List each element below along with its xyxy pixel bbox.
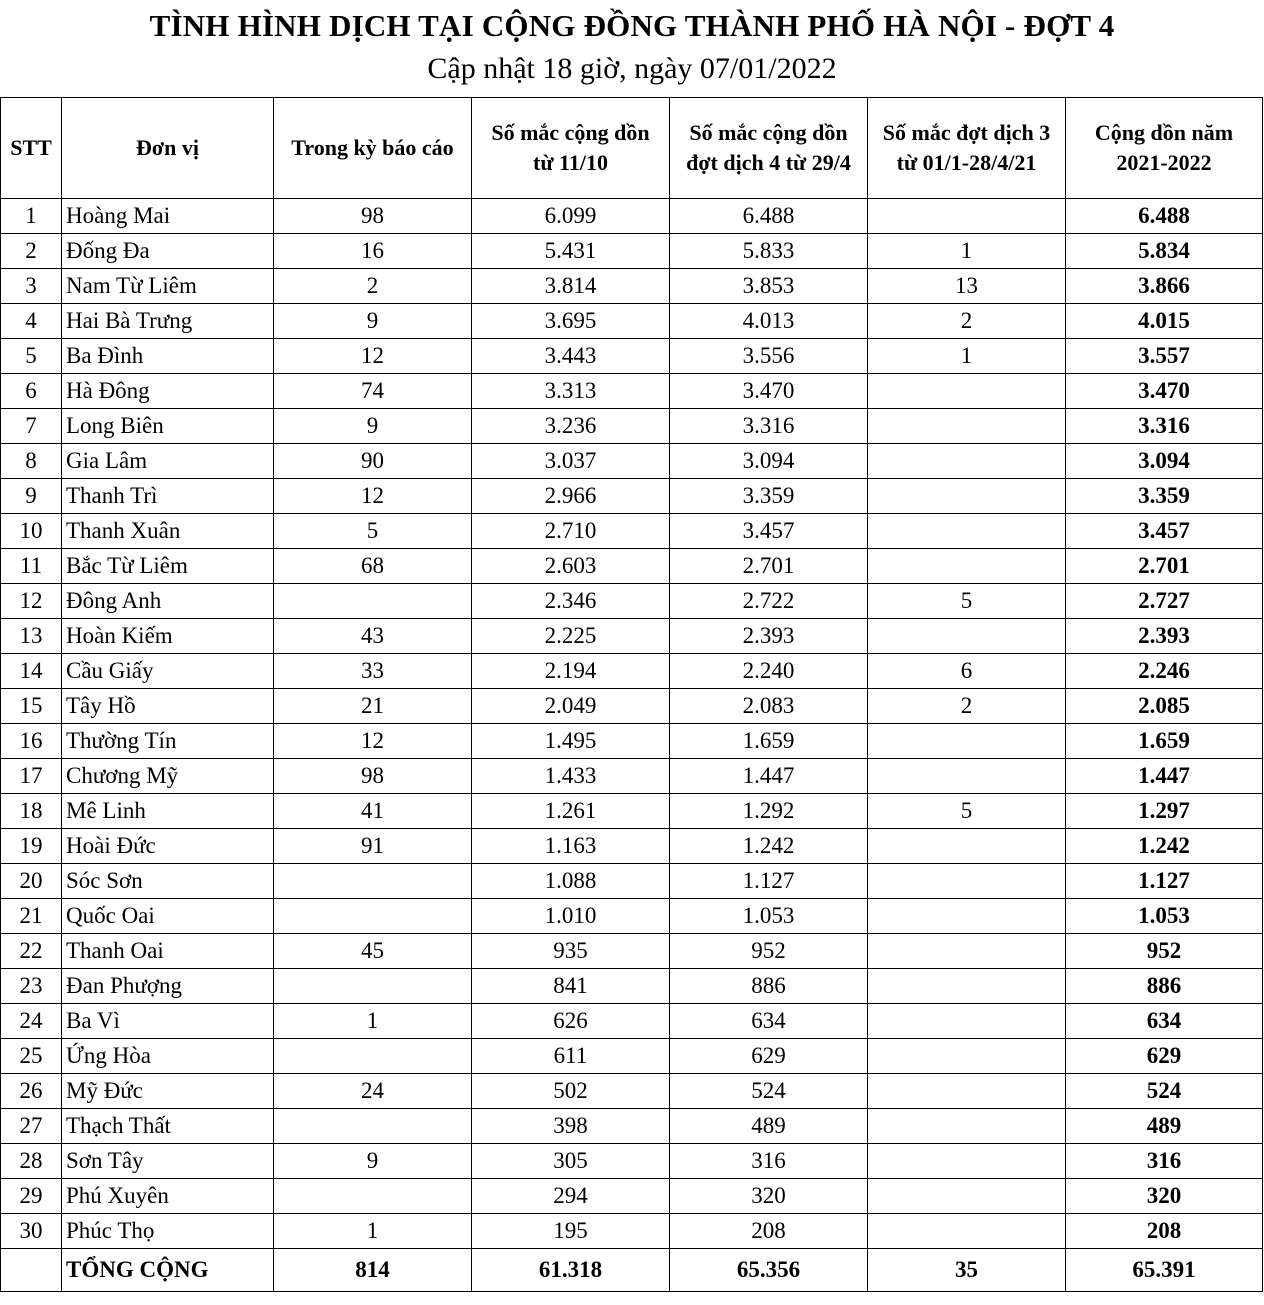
- cell-unit: Đan Phượng: [62, 969, 274, 1004]
- cell-since: 1.433: [472, 759, 670, 794]
- table-row: [1, 479, 1263, 514]
- cell-wave3: 5: [868, 794, 1066, 829]
- table-row: [1, 759, 1263, 794]
- cell-wave4: 952: [670, 934, 868, 969]
- cell-total: 2.701: [1066, 549, 1263, 584]
- cell-unit: Cầu Giấy: [62, 654, 274, 689]
- cell-wave3: [868, 864, 1066, 899]
- cell-total: 208: [1066, 1214, 1263, 1249]
- cell-wave4: 1.292: [670, 794, 868, 829]
- cell-since: 626: [472, 1004, 670, 1039]
- cell-period: [274, 864, 472, 899]
- cell-unit: Long Biên: [62, 409, 274, 444]
- cell-period: 12: [274, 724, 472, 759]
- cell-wave3: [868, 199, 1066, 234]
- cell-total: 2.727: [1066, 584, 1263, 619]
- cell-wave3: [868, 1004, 1066, 1039]
- cell-stt: 5: [1, 339, 62, 374]
- cell-since: 398: [472, 1109, 670, 1144]
- cell-since: 611: [472, 1039, 670, 1074]
- cell-since: 2.346: [472, 584, 670, 619]
- cell-since: 3.814: [472, 269, 670, 304]
- cell-stt: 15: [1, 689, 62, 724]
- cell-since: 2.225: [472, 619, 670, 654]
- cell-unit: Đông Anh: [62, 584, 274, 619]
- cell-since: 3.443: [472, 339, 670, 374]
- cell-period: 12: [274, 339, 472, 374]
- cell-stt: 11: [1, 549, 62, 584]
- cell-stt: 30: [1, 1214, 62, 1249]
- cell-wave4: 316: [670, 1144, 868, 1179]
- cell-wave3: [868, 934, 1066, 969]
- cell-wave3: [868, 514, 1066, 549]
- cell-period: 41: [274, 794, 472, 829]
- cell-stt: 17: [1, 759, 62, 794]
- cell-since: 1.495: [472, 724, 670, 759]
- cell-since: 1.010: [472, 899, 670, 934]
- cell-stt: 22: [1, 934, 62, 969]
- table-row: [1, 1074, 1263, 1109]
- cell-unit: Nam Từ Liêm: [62, 269, 274, 304]
- cell-wave4: 5.833: [670, 234, 868, 269]
- cell-period: 43: [274, 619, 472, 654]
- cell-unit: Ba Vì: [62, 1004, 274, 1039]
- cell-wave4: 3.853: [670, 269, 868, 304]
- cell-total: 886: [1066, 969, 1263, 1004]
- table-row: [1, 899, 1263, 934]
- cell-wave4: 320: [670, 1179, 868, 1214]
- cell-wave3: [868, 479, 1066, 514]
- cell-period: [274, 899, 472, 934]
- cell-unit: Mỹ Đức: [62, 1074, 274, 1109]
- cell-wave3: 1: [868, 234, 1066, 269]
- table-row: [1, 934, 1263, 969]
- cell-total: 1.659: [1066, 724, 1263, 759]
- cell-period: 9: [274, 1144, 472, 1179]
- cell-wave3: [868, 549, 1066, 584]
- table-row: [1, 234, 1263, 269]
- cell-period: 98: [274, 759, 472, 794]
- cell-wave3: 6: [868, 654, 1066, 689]
- table-row: [1, 724, 1263, 759]
- cell-since: 3.695: [472, 304, 670, 339]
- table-row: [1, 584, 1263, 619]
- cell-stt: 20: [1, 864, 62, 899]
- cell-period: 9: [274, 409, 472, 444]
- total-wave4: 65.356: [670, 1249, 868, 1292]
- cell-total: 3.359: [1066, 479, 1263, 514]
- table-row: [1, 199, 1263, 234]
- cell-period: 2: [274, 269, 472, 304]
- cell-total: 5.834: [1066, 234, 1263, 269]
- cell-total: 4.015: [1066, 304, 1263, 339]
- cell-stt: 28: [1, 1144, 62, 1179]
- cell-wave3: [868, 619, 1066, 654]
- cell-stt: 19: [1, 829, 62, 864]
- cell-stt: 27: [1, 1109, 62, 1144]
- cell-period: [274, 584, 472, 619]
- table-row: [1, 374, 1263, 409]
- cell-since: 2.710: [472, 514, 670, 549]
- cell-unit: Thường Tín: [62, 724, 274, 759]
- cell-wave3: [868, 1039, 1066, 1074]
- cell-unit: Hoàng Mai: [62, 199, 274, 234]
- cell-period: 24: [274, 1074, 472, 1109]
- cell-total: 3.866: [1066, 269, 1263, 304]
- cell-total: 1.127: [1066, 864, 1263, 899]
- cell-wave4: 2.393: [670, 619, 868, 654]
- cell-wave3: 13: [868, 269, 1066, 304]
- cell-unit: Hà Đông: [62, 374, 274, 409]
- cell-total: 2.246: [1066, 654, 1263, 689]
- cell-unit: Quốc Oai: [62, 899, 274, 934]
- cell-unit: Thanh Oai: [62, 934, 274, 969]
- table-row: [1, 1179, 1263, 1214]
- cell-unit: Phúc Thọ: [62, 1214, 274, 1249]
- cell-wave3: [868, 1074, 1066, 1109]
- cell-total: 1.053: [1066, 899, 1263, 934]
- cell-stt: 24: [1, 1004, 62, 1039]
- cell-unit: Thanh Trì: [62, 479, 274, 514]
- cell-period: [274, 1179, 472, 1214]
- total-stt-cell: [1, 1249, 62, 1292]
- cell-unit: Chương Mỹ: [62, 759, 274, 794]
- cell-wave4: 1.053: [670, 899, 868, 934]
- cell-wave3: 1: [868, 339, 1066, 374]
- cell-unit: Tây Hồ: [62, 689, 274, 724]
- cell-wave3: 2: [868, 689, 1066, 724]
- table-row: [1, 339, 1263, 374]
- cell-wave4: 2.722: [670, 584, 868, 619]
- cell-unit: Sóc Sơn: [62, 864, 274, 899]
- cell-wave4: 208: [670, 1214, 868, 1249]
- table-row: [1, 1109, 1263, 1144]
- cell-total: 3.094: [1066, 444, 1263, 479]
- cell-period: 74: [274, 374, 472, 409]
- cell-wave3: [868, 899, 1066, 934]
- cell-wave3: 2: [868, 304, 1066, 339]
- header-wave4: Số mắc cộng dồn đợt dịch 4 từ 29/4: [670, 98, 868, 199]
- cell-total: 1.447: [1066, 759, 1263, 794]
- cell-stt: 6: [1, 374, 62, 409]
- cell-period: 16: [274, 234, 472, 269]
- cell-wave3: [868, 724, 1066, 759]
- cell-unit: Ứng Hòa: [62, 1039, 274, 1074]
- cell-stt: 10: [1, 514, 62, 549]
- cell-wave3: [868, 444, 1066, 479]
- cell-unit: Hoàn Kiếm: [62, 619, 274, 654]
- cell-stt: 26: [1, 1074, 62, 1109]
- cell-since: 3.236: [472, 409, 670, 444]
- cell-since: 502: [472, 1074, 670, 1109]
- cell-wave3: [868, 1179, 1066, 1214]
- cell-period: 33: [274, 654, 472, 689]
- cell-unit: Ba Đình: [62, 339, 274, 374]
- cell-period: 21: [274, 689, 472, 724]
- cell-total: 524: [1066, 1074, 1263, 1109]
- table-row: [1, 689, 1263, 724]
- table-row: [1, 304, 1263, 339]
- table-row: [1, 549, 1263, 584]
- cell-period: 1: [274, 1004, 472, 1039]
- cell-unit: Phú Xuyên: [62, 1179, 274, 1214]
- cell-wave3: 5: [868, 584, 1066, 619]
- cell-wave4: 2.083: [670, 689, 868, 724]
- table-row: [1, 654, 1263, 689]
- cell-since: 2.966: [472, 479, 670, 514]
- cell-since: 2.603: [472, 549, 670, 584]
- cell-wave4: 2.240: [670, 654, 868, 689]
- table-row: [1, 409, 1263, 444]
- cell-unit: Bắc Từ Liêm: [62, 549, 274, 584]
- cell-total: 634: [1066, 1004, 1263, 1039]
- cell-total: 952: [1066, 934, 1263, 969]
- cell-since: 3.313: [472, 374, 670, 409]
- cell-unit: Thạch Thất: [62, 1109, 274, 1144]
- cell-wave3: [868, 1214, 1066, 1249]
- cell-period: 45: [274, 934, 472, 969]
- header-stt: STT: [1, 98, 62, 199]
- cell-stt: 18: [1, 794, 62, 829]
- cell-unit: Sơn Tây: [62, 1144, 274, 1179]
- cell-period: 1: [274, 1214, 472, 1249]
- cell-stt: 8: [1, 444, 62, 479]
- table-row: [1, 969, 1263, 1004]
- cell-total: 3.470: [1066, 374, 1263, 409]
- cell-wave3: [868, 409, 1066, 444]
- table-row: [1, 1214, 1263, 1249]
- cell-total: 3.557: [1066, 339, 1263, 374]
- cell-wave4: 489: [670, 1109, 868, 1144]
- table-row: [1, 1004, 1263, 1039]
- cell-wave3: [868, 1144, 1066, 1179]
- total-wave3: 35: [868, 1249, 1066, 1292]
- cell-since: 841: [472, 969, 670, 1004]
- cell-stt: 3: [1, 269, 62, 304]
- cell-stt: 2: [1, 234, 62, 269]
- cell-unit: Gia Lâm: [62, 444, 274, 479]
- total-period: 814: [274, 1249, 472, 1292]
- cell-unit: Hoài Đức: [62, 829, 274, 864]
- cell-wave4: 629: [670, 1039, 868, 1074]
- cell-since: 1.261: [472, 794, 670, 829]
- cell-wave3: [868, 969, 1066, 1004]
- cell-unit: Thanh Xuân: [62, 514, 274, 549]
- cell-stt: 29: [1, 1179, 62, 1214]
- total-total: 65.391: [1066, 1249, 1263, 1292]
- cell-stt: 23: [1, 969, 62, 1004]
- cell-since: 1.088: [472, 864, 670, 899]
- header-period: Trong kỳ báo cáo: [274, 98, 472, 199]
- cell-wave3: [868, 374, 1066, 409]
- cell-period: [274, 1109, 472, 1144]
- covid-cases-table: [0, 97, 1263, 1292]
- cell-wave4: 6.488: [670, 199, 868, 234]
- header-total: Cộng dồn năm 2021-2022: [1066, 98, 1263, 199]
- page-subtitle: Cập nhật 18 giờ, ngày 07/01/2022: [427, 52, 837, 85]
- cell-total: 320: [1066, 1179, 1263, 1214]
- cell-since: 2.049: [472, 689, 670, 724]
- cell-wave3: [868, 759, 1066, 794]
- total-row: [1, 1249, 1263, 1292]
- cell-unit: Mê Linh: [62, 794, 274, 829]
- page-title: TÌNH HÌNH DỊCH TẠI CỘNG ĐỒNG THÀNH PHỐ HÀ NỘI - ĐỢT 4: [149, 8, 1115, 43]
- cell-since: 3.037: [472, 444, 670, 479]
- cell-stt: 7: [1, 409, 62, 444]
- cell-wave4: 4.013: [670, 304, 868, 339]
- table-row: [1, 829, 1263, 864]
- cell-total: 2.085: [1066, 689, 1263, 724]
- cell-total: 316: [1066, 1144, 1263, 1179]
- table-row: [1, 1039, 1263, 1074]
- cell-wave4: 3.457: [670, 514, 868, 549]
- cell-stt: 21: [1, 899, 62, 934]
- cell-since: 1.163: [472, 829, 670, 864]
- cell-wave4: 3.470: [670, 374, 868, 409]
- cell-total: 1.297: [1066, 794, 1263, 829]
- header-unit: Đơn vị: [62, 98, 274, 199]
- header-wave3: Số mắc đợt dịch 3 từ 01/1-28/4/21: [868, 98, 1066, 199]
- cell-since: 2.194: [472, 654, 670, 689]
- cell-period: [274, 969, 472, 1004]
- cell-unit: Hai Bà Trưng: [62, 304, 274, 339]
- cell-wave4: 634: [670, 1004, 868, 1039]
- cell-wave4: 3.359: [670, 479, 868, 514]
- cell-period: 98: [274, 199, 472, 234]
- cell-total: 2.393: [1066, 619, 1263, 654]
- cell-wave4: 2.701: [670, 549, 868, 584]
- table-row: [1, 864, 1263, 899]
- table-row: [1, 444, 1263, 479]
- cell-wave4: 3.316: [670, 409, 868, 444]
- cell-total: 3.316: [1066, 409, 1263, 444]
- total-label: TỔNG CỘNG: [62, 1249, 274, 1292]
- cell-since: 935: [472, 934, 670, 969]
- cell-stt: 13: [1, 619, 62, 654]
- cell-stt: 4: [1, 304, 62, 339]
- cell-total: 489: [1066, 1109, 1263, 1144]
- cell-period: [274, 1039, 472, 1074]
- cell-since: 294: [472, 1179, 670, 1214]
- cell-stt: 9: [1, 479, 62, 514]
- cell-stt: 1: [1, 199, 62, 234]
- table-row: [1, 794, 1263, 829]
- cell-since: 305: [472, 1144, 670, 1179]
- cell-stt: 16: [1, 724, 62, 759]
- cell-wave4: 1.242: [670, 829, 868, 864]
- table-row: [1, 269, 1263, 304]
- cell-wave4: 886: [670, 969, 868, 1004]
- cell-period: 91: [274, 829, 472, 864]
- cell-stt: 12: [1, 584, 62, 619]
- cell-wave3: [868, 1109, 1066, 1144]
- cell-total: 629: [1066, 1039, 1263, 1074]
- cell-wave3: [868, 829, 1066, 864]
- total-since: 61.318: [472, 1249, 670, 1292]
- cell-stt: 25: [1, 1039, 62, 1074]
- cell-since: 195: [472, 1214, 670, 1249]
- cell-period: 68: [274, 549, 472, 584]
- cell-wave4: 1.447: [670, 759, 868, 794]
- cell-stt: 14: [1, 654, 62, 689]
- cell-wave4: 1.127: [670, 864, 868, 899]
- cell-total: 1.242: [1066, 829, 1263, 864]
- table-header-row: [1, 98, 1263, 199]
- cell-since: 5.431: [472, 234, 670, 269]
- cell-total: 3.457: [1066, 514, 1263, 549]
- cell-unit: Đống Đa: [62, 234, 274, 269]
- table-row: [1, 619, 1263, 654]
- cell-period: 90: [274, 444, 472, 479]
- cell-wave4: 3.556: [670, 339, 868, 374]
- header-since-1110: Số mắc cộng dồn từ 11/10: [472, 98, 670, 199]
- cell-total: 6.488: [1066, 199, 1263, 234]
- cell-since: 6.099: [472, 199, 670, 234]
- cell-wave4: 1.659: [670, 724, 868, 759]
- cell-period: 9: [274, 304, 472, 339]
- cell-period: 5: [274, 514, 472, 549]
- cell-period: 12: [274, 479, 472, 514]
- cell-wave4: 3.094: [670, 444, 868, 479]
- table-row: [1, 514, 1263, 549]
- table-row: [1, 1144, 1263, 1179]
- cell-wave4: 524: [670, 1074, 868, 1109]
